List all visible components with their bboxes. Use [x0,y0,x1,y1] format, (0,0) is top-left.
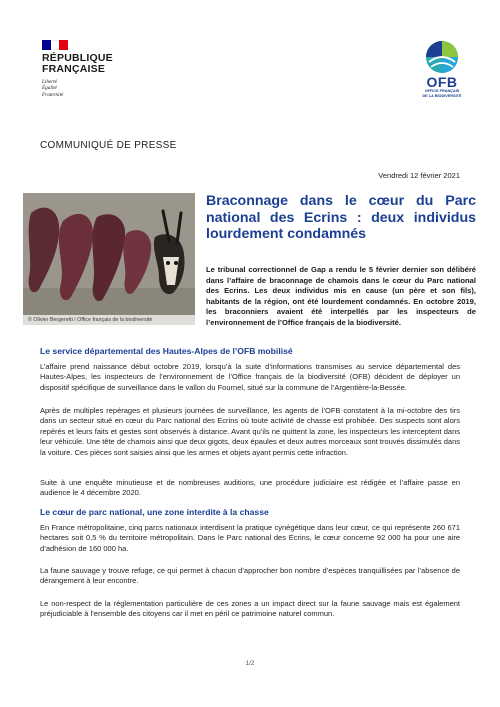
ofb-logo [410,40,474,98]
ofb-subtitle-line1: OFFICE FRANÇAIS [424,89,460,93]
republique-motto [42,79,122,98]
article-lead: Le tribunal correctionnel de Gap a rendu le 5 février dernier son délibéré dans l’affaire de braconnage de chamois dans le cœur du Parc national des Ecrins. Les deux individus mis en cause (un père et son fils), habitants de la région, ont été lourdement condamnés. En octobre 2019, les braconniers avaient été interpellés par les inspecteurs de l’environnement de l’Office français de la biodiversité. [206,265,476,327]
chamois-meat-illustration [23,193,195,325]
motto-liberte: Liberté [42,79,57,85]
section2-heading: Le cœur de parc national, une zone interdite à la chasse [40,507,269,517]
republique-name-line1: RÉPUBLIQUE [42,52,113,64]
ofb-globe-icon [425,40,459,74]
motto-fraternite: Fraternité [42,91,64,98]
section1-heading: Le service départemental des Hautes-Alpes de l’OFB mobilisé [40,346,293,356]
french-flag-icon [42,40,68,50]
photo-caption: © Olivier Bergeretti / Office français de la biodiversité [23,315,195,325]
ofb-subtitle-line2: DE LA BIODIVERSITÉ [422,93,462,98]
press-release-label: COMMUNIQUÉ DE PRESSE [40,140,177,151]
article-title: Braconnage dans le cœur du Parc national des Ecrins : deux individus lourdement condamnés [206,193,476,242]
section1-paragraph-1: L’affaire prend naissance début octobre 2019, lorsqu’à la suite d’informations transmises au service départemental des Hautes-Alpes, les inspecteurs de l’environnement de l’Office français de la biodiversité (OFB) décident de déployer un dispositif spécifique de surveillance dans le vallon du Fournel, situé sur la commune de l’Argentière-la-Bessée. [40,362,460,392]
release-date: Vendredi 12 février 2021 [378,171,460,180]
section2-paragraph-2: La faune sauvage y trouve refuge, ce qui permet à chacun d’approcher bon nombre d’espèces tranquillisées par l’absence de dérangement à leur encontre. [40,566,460,586]
section2-paragraph-3: Le non-respect de la réglementation particulière de ces zones a un impact direct sur la faune sauvage mais est également préjudiciable à l’ensemble des citoyens car il met en péril ce patrimoine naturel commun. [40,599,460,619]
section1-paragraph-3: Suite à une enquête minutieuse et de nombreuses auditions, une procédure judiciaire est rédigée et l’affaire passe en audience le 4 décembre 2020. [40,478,460,498]
section1-paragraph-2: Après de multiples repérages et plusieurs journées de surveillance, les agents de l’OFB constatent à la mi-octobre des tirs dans un secteur situé en cœur du Parc national des Ecrins où toute activité de chasse est prohibée. Des suspects sont alors repérés et leurs faits et gestes sont observés à distance. Avant qu’ils ne quittent la zone, les inspecteurs les interceptent dans leur véhicule. Une tête de chamois ainsi que deux gigots, deux épaules et deux autres morceaux sont trouvés dissimulés dans la voiture. Ces pièces sont saisies ainsi que les armes et objets ayant permis cette infraction. [40,406,460,457]
republique-francaise-logo [42,40,122,98]
ofb-acronym: OFB [426,74,458,90]
republique-name-line2: FRANÇAISE [42,63,106,75]
section2-paragraph-1: En France métropolitaine, cinq parcs nationaux interdisent la pratique cynégétique dans leur cœur, ce qui représente 260 671 hectares soit 0,5 % du territoire métropolitain. Dans le Parc national des Ecrins, le cœur concerne 92 000 ha pour une aire d’adhésion de 160 000 ha. [40,523,460,553]
motto-egalite: Égalité [42,85,57,92]
seized-chamois-photo [23,193,195,325]
page-number: 1/2 [245,660,255,667]
